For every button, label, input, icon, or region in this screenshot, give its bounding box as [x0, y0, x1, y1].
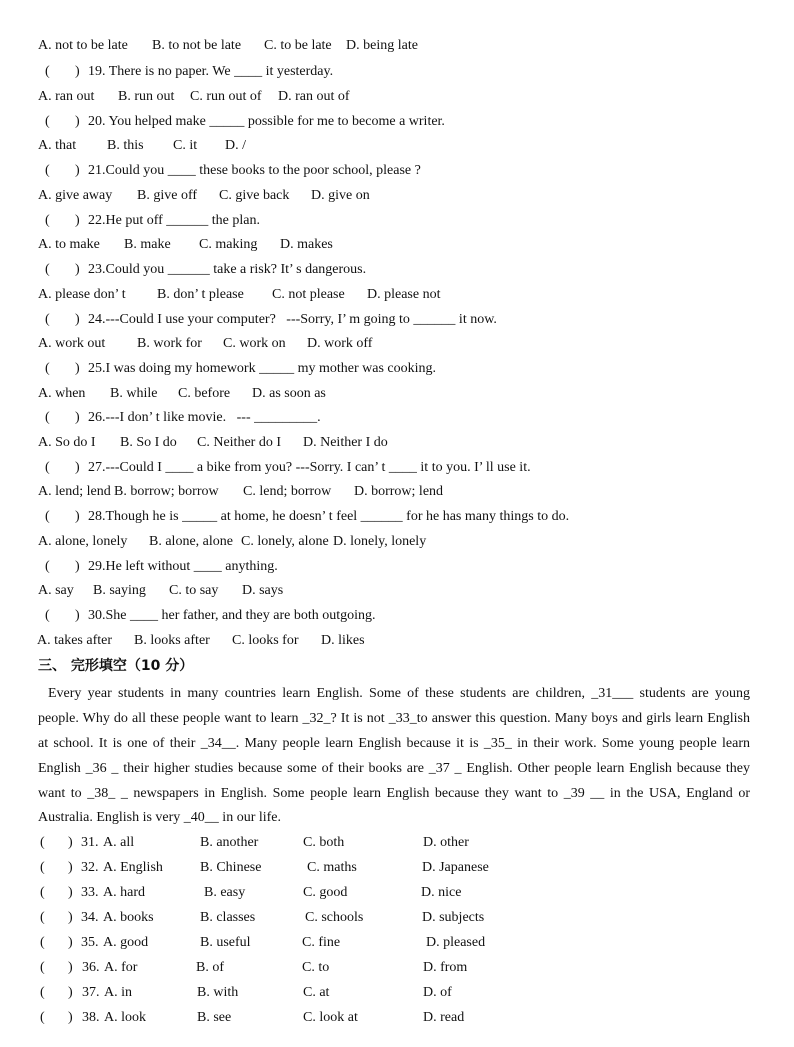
q20-option-d: D. / — [225, 138, 246, 153]
q27-stem: 27.---Could I ____ a bike from you? ---Sorry. I can’ t ____ it to you. I’ ll use it. — [88, 460, 531, 475]
q32-row — [0, 858, 794, 878]
q21-options-row — [0, 186, 794, 206]
passage-line-3: at school. It is one of their _34__. Many people learn English because it is _35_ in their work. Some young people learn — [38, 736, 750, 751]
q29-options-row — [0, 581, 794, 601]
q30-option-c: C. looks for — [232, 633, 299, 648]
answer-bracket-close: ) — [75, 262, 80, 277]
answer-bracket-open: ( — [40, 860, 45, 875]
q23-stem-row — [0, 260, 794, 280]
q26-option-c: C. Neither do I — [197, 435, 281, 450]
answer-bracket-close: ) — [75, 163, 80, 178]
q22-option-c: C. making — [199, 237, 258, 252]
q25-options-row — [0, 384, 794, 404]
answer-bracket-open: ( — [45, 262, 50, 277]
q37-option-d: D. of — [423, 985, 452, 1000]
q31-option-b: B. another — [200, 835, 259, 850]
answer-bracket-close: ) — [68, 860, 73, 875]
answer-bracket-open: ( — [45, 213, 50, 228]
q19-option-c: C. run out of — [190, 89, 262, 104]
answer-bracket-open: ( — [40, 935, 45, 950]
q30-option-d: D. likes — [321, 633, 365, 648]
q22-stem-row — [0, 211, 794, 231]
q33-row — [0, 883, 794, 903]
q29-stem: 29.He left without ____ anything. — [88, 559, 278, 574]
q21-option-c: C. give back — [219, 188, 290, 203]
q18-options-row — [0, 36, 794, 56]
q20-option-c: C. it — [173, 138, 198, 153]
q32-option-a: A. English — [103, 860, 163, 875]
q25-option-d: D. as soon as — [252, 386, 326, 401]
answer-bracket-open: ( — [45, 163, 50, 178]
q24-stem-row — [0, 310, 794, 330]
q26-option-b: B. So I do — [120, 435, 177, 450]
answer-bracket-close: ) — [68, 985, 73, 1000]
q29-option-b: B. saying — [93, 583, 146, 598]
answer-bracket-open: ( — [45, 509, 50, 524]
q38-row — [0, 1008, 794, 1028]
answer-bracket-open: ( — [40, 1010, 45, 1025]
answer-bracket-close: ) — [75, 114, 80, 129]
q26-stem-row — [0, 408, 794, 428]
q20-option-b: B. this — [107, 138, 144, 153]
answer-bracket-close: ) — [68, 1010, 73, 1025]
q23-option-c: C. not please — [272, 287, 345, 302]
q21-option-a: A. give away — [38, 188, 113, 203]
q21-stem-row — [0, 161, 794, 181]
q37-row — [0, 983, 794, 1003]
answer-bracket-open: ( — [40, 835, 45, 850]
q28-option-b: B. alone, alone — [149, 534, 233, 549]
q25-stem: 25.I was doing my homework _____ my mother was cooking. — [88, 361, 437, 376]
q30-option-b: B. looks after — [134, 633, 210, 648]
q36-number: 36. — [82, 960, 100, 975]
q30-stem: 30.She ____ her father, and they are both outgoing. — [88, 608, 376, 623]
q36-option-b: B. of — [196, 960, 224, 975]
q24-options-row — [0, 334, 794, 354]
q32-option-d: D. Japanese — [422, 860, 489, 875]
q25-option-a: A. when — [38, 386, 86, 401]
q34-option-d: D. subjects — [422, 910, 485, 925]
answer-bracket-close: ) — [75, 608, 80, 623]
q27-option-b: B. borrow; borrow — [114, 484, 219, 499]
q27-option-a: A. lend; lend — [38, 484, 111, 499]
q21-stem: 21.Could you ____ these books to the poor school, please ? — [88, 163, 421, 178]
passage-line-4: English _36 _ their higher studies because some of their books are _37 _ English. Other people learn English because they — [38, 761, 750, 776]
q28-stem: 28.Though he is _____ at home, he doesn’ t feel ______ for he has many things to do. — [88, 509, 570, 524]
q32-option-c: C. maths — [307, 860, 357, 875]
q24-option-a: A. work out — [38, 336, 106, 351]
answer-bracket-close: ) — [75, 64, 80, 79]
q19-stem: 19. There is no paper. We ____ it yesterday. — [88, 64, 334, 79]
q24-option-c: C. work on — [223, 336, 286, 351]
q30-stem-row — [0, 606, 794, 626]
answer-bracket-close: ) — [75, 361, 80, 376]
q32-number: 32. — [81, 860, 99, 875]
q22-option-b: B. make — [124, 237, 171, 252]
q26-stem: 26.---I don’ t like movie. --- _________. — [88, 410, 321, 425]
q24-option-b: B. work for — [137, 336, 202, 351]
q25-option-c: C. before — [178, 386, 231, 401]
q22-options-row — [0, 235, 794, 255]
q32-option-b: B. Chinese — [200, 860, 262, 875]
q31-option-a: A. all — [103, 835, 135, 850]
q38-option-d: D. read — [423, 1010, 465, 1025]
passage-line-1: Every year students in many countries learn English. Some of these students are children, _31___ students are young — [48, 686, 750, 701]
q26-options-row — [0, 433, 794, 453]
answer-bracket-close: ) — [75, 312, 80, 327]
answer-bracket-open: ( — [45, 559, 50, 574]
q37-number: 37. — [82, 985, 100, 1000]
answer-bracket-open: ( — [40, 960, 45, 975]
answer-bracket-close: ) — [75, 460, 80, 475]
q21-option-b: B. give off — [137, 188, 198, 203]
q35-number: 35. — [81, 935, 99, 950]
q30-options-row — [0, 631, 794, 651]
answer-bracket-close: ) — [68, 960, 73, 975]
passage-line-5: want to _38_ _ newspapers in English. Some people learn English because they want to _39 __ in the USA, England or — [38, 786, 750, 801]
q23-option-d: D. please not — [367, 287, 441, 302]
q34-option-a: A. books — [103, 910, 154, 925]
q34-option-b: B. classes — [200, 910, 256, 925]
q30-option-a: A. takes after — [37, 633, 113, 648]
q31-option-c: C. both — [303, 835, 345, 850]
answer-bracket-open: ( — [40, 910, 45, 925]
answer-bracket-open: ( — [45, 312, 50, 327]
q29-option-a: A. say — [38, 583, 74, 598]
answer-bracket-open: ( — [45, 64, 50, 79]
answer-bracket-close: ) — [68, 835, 73, 850]
answer-bracket-close: ) — [68, 910, 73, 925]
answer-bracket-close: ) — [75, 509, 80, 524]
answer-bracket-open: ( — [45, 460, 50, 475]
q23-options-row — [0, 285, 794, 305]
q22-option-d: D. makes — [280, 237, 333, 252]
q29-stem-row — [0, 557, 794, 577]
q20-stem: 20. You helped make _____ possible for me to become a writer. — [88, 114, 445, 129]
q36-option-c: C. to — [302, 960, 330, 975]
q34-option-c: C. schools — [305, 910, 364, 925]
q29-option-c: C. to say — [169, 583, 219, 598]
q37-option-c: C. at — [303, 985, 330, 1000]
q33-option-b: B. easy — [204, 885, 246, 900]
answer-bracket-open: ( — [45, 410, 50, 425]
q19-options-row — [0, 87, 794, 107]
answer-bracket-open: ( — [45, 608, 50, 623]
answer-bracket-close: ) — [75, 410, 80, 425]
q35-option-d: D. pleased — [426, 935, 486, 950]
q25-stem-row — [0, 359, 794, 379]
q18-option-c: C. to be late — [264, 38, 332, 53]
q35-option-c: C. fine — [302, 935, 341, 950]
q22-option-a: A. to make — [38, 237, 100, 252]
q33-number: 33. — [81, 885, 99, 900]
q27-option-c: C. lend; borrow — [243, 484, 332, 499]
answer-bracket-open: ( — [45, 114, 50, 129]
q26-option-a: A. So do I — [38, 435, 96, 450]
q26-option-d: D. Neither I do — [303, 435, 388, 450]
q23-option-a: A. please don’ t — [38, 287, 126, 302]
q28-options-row — [0, 532, 794, 552]
answer-bracket-close: ) — [68, 885, 73, 900]
q38-option-b: B. see — [197, 1010, 232, 1025]
q38-option-a: A. look — [104, 1010, 146, 1025]
q31-number: 31. — [81, 835, 99, 850]
q36-row — [0, 958, 794, 978]
q18-option-b: B. to not be late — [152, 38, 242, 53]
q34-row — [0, 908, 794, 928]
q27-options-row — [0, 482, 794, 502]
q18-option-d: D. being late — [346, 38, 418, 53]
q20-options-row — [0, 136, 794, 156]
q38-number: 38. — [82, 1010, 100, 1025]
q19-option-b: B. run out — [118, 89, 175, 104]
section-3-heading: 三、 完形填空（10 分） — [38, 658, 194, 674]
q36-option-d: D. from — [423, 960, 468, 975]
q19-stem-row — [0, 62, 794, 82]
q24-stem: 24.---Could I use your computer? ---Sorry, I’ m going to ______ it now. — [88, 312, 497, 327]
answer-bracket-close: ) — [75, 559, 80, 574]
q28-stem-row — [0, 507, 794, 527]
answer-bracket-open: ( — [45, 361, 50, 376]
q22-stem: 22.He put off ______ the plan. — [88, 213, 260, 228]
passage-line-2: people. Why do all these people want to learn _32_? It is not _33_to answer this question. Many boys and girls learn English — [38, 711, 750, 726]
q27-stem-row — [0, 458, 794, 478]
q31-option-d: D. other — [423, 835, 469, 850]
q20-option-a: A. that — [38, 138, 77, 153]
q38-option-c: C. look at — [303, 1010, 358, 1025]
q28-option-c: C. lonely, alone — [241, 534, 329, 549]
q35-option-b: B. useful — [200, 935, 251, 950]
passage-line-6: Australia. English is very _40__ in our life. — [38, 810, 282, 825]
q19-option-d: D. ran out of — [278, 89, 350, 104]
answer-bracket-open: ( — [40, 985, 45, 1000]
q19-option-a: A. ran out — [38, 89, 95, 104]
q37-option-b: B. with — [197, 985, 239, 1000]
q35-row — [0, 933, 794, 953]
q18-option-a: A. not to be late — [38, 38, 128, 53]
q31-row — [0, 833, 794, 853]
q33-option-a: A. hard — [103, 885, 145, 900]
q23-option-b: B. don’ t please — [157, 287, 244, 302]
answer-bracket-open: ( — [40, 885, 45, 900]
q20-stem-row — [0, 112, 794, 132]
q28-option-d: D. lonely, lonely — [333, 534, 427, 549]
q34-number: 34. — [81, 910, 99, 925]
q37-option-a: A. in — [104, 985, 132, 1000]
q33-option-c: C. good — [303, 885, 348, 900]
q29-option-d: D. says — [242, 583, 284, 598]
q25-option-b: B. while — [110, 386, 158, 401]
q23-stem: 23.Could you ______ take a risk? It’ s dangerous. — [88, 262, 367, 277]
q36-option-a: A. for — [104, 960, 138, 975]
q28-option-a: A. alone, lonely — [38, 534, 128, 549]
q21-option-d: D. give on — [311, 188, 370, 203]
q24-option-d: D. work off — [307, 336, 373, 351]
q33-option-d: D. nice — [421, 885, 462, 900]
q35-option-a: A. good — [103, 935, 149, 950]
q27-option-d: D. borrow; lend — [354, 484, 444, 499]
answer-bracket-close: ) — [75, 213, 80, 228]
answer-bracket-close: ) — [68, 935, 73, 950]
